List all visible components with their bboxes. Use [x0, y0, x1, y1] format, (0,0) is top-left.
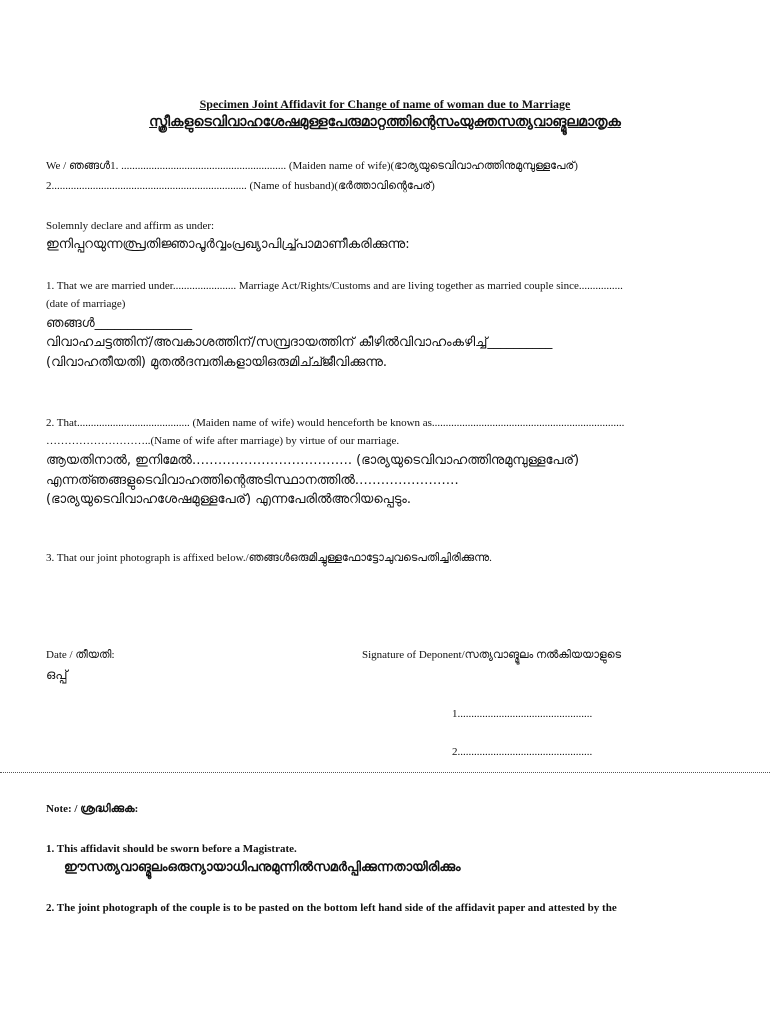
para2-line2: ………………………..(Name of wife after marriage) by virtue of our marriage.	[46, 435, 400, 447]
line-husband: 2....................................................................... (Name of husband)(ഭർത്താവിന്റെപേര്)	[46, 180, 435, 192]
solemnly-malayalam: ഇനിപ്പറയുന്നത്പ്രതിജ്ഞാപൂർവ്വംപ്രഖ്യാപിച്ച്പ്രാമാണീകരിക്കുന്നു:	[46, 237, 410, 252]
title-malayalam: സ്ത്രീകളുടെവിവാഹശേഷമുള്ളപേരുമാറ്റത്തിന്റെസംയുക്തസത്യവാങ്മൂലമാതൃക	[149, 114, 621, 130]
para1-line1: 1. That we are married under....................... Marriage Act/Rights/Customs and are living together as married couple since................	[46, 280, 623, 292]
note2-english: 2. The joint photograph of the couple is to be pasted on the bottom left hand side of the affidavit paper and attested by the	[46, 902, 617, 914]
para1-ml-line3: (വിവാഹതീയതി) മുതൽദമ്പതികളായിഒരുമിച്ച്ജീവിക്കുന്നു.	[46, 355, 388, 370]
section-divider	[0, 772, 770, 773]
solemnly-english: Solemnly declare and affirm as under:	[46, 220, 215, 232]
note1-english: 1. This affidavit should be sworn before a Magistrate.	[46, 843, 297, 855]
para1-line2: (date of marriage)	[46, 298, 126, 310]
para2-ml-line3: (ഭാര്യയുടെവിവാഹശേഷമുള്ളപേര്) എന്നപേരിൽഅറിയപ്പെടും.	[46, 492, 411, 507]
para2-ml-line1: ആയതിനാൽ, ഇനിമേൽ………………………………. (ഭാര്യയുടെവിവാഹത്തിനുമുമ്പുള്ളപേര്)	[46, 453, 580, 468]
signature-line-2: 2.................................................	[452, 746, 593, 758]
para3: 3. That our joint photograph is affixed below./ഞങ്ങൾഒരുമിച്ചുള്ളഫോട്ടോചുവടെപതിച്ചിരിക്കുന്നു.	[46, 552, 492, 564]
para2-ml-line2: എന്നത്ഞങ്ങളുടെവിവാഹത്തിന്റെഅടിസ്ഥാനത്തിൽ……………………	[46, 473, 459, 488]
title-english: Specimen Joint Affidavit for Change of name of woman due to Marriage	[199, 97, 571, 111]
signature-line-1: 1.................................................	[452, 708, 593, 720]
para2-line1: 2. That......................................... (Maiden name of wife) would henceforth be known as......................................................................	[46, 417, 625, 429]
date-label: Date / തീയതി:	[46, 649, 115, 661]
para1-ml-line2: വിവാഹചട്ടത്തിന്/അവകാശത്തിന്/സമ്പ്രദായത്തിന് കീഴിൽവിവാഹംകഴിച്ച്__________	[46, 335, 553, 350]
line-we: We / ഞങ്ങൾ1. ............................................................ (Maiden name of wife)(ഭാര്യയുടെവിവാഹത്തിനുമുമ്പുള്ളപേര്)	[46, 160, 578, 172]
note-title: Note: / ശ്രദ്ധിക്കുക:	[46, 803, 139, 815]
para1-ml-line1: ഞങ്ങൾ_______________	[46, 316, 193, 331]
note1-malayalam: ഈസത്യവാങ്മൂലംഒരുന്യായാധിപനുമുന്നിൽസമർപ്പിക്കുന്നതായിരിക്കും	[64, 860, 461, 875]
signature-label-continued: ഒപ്പ്	[46, 668, 68, 683]
signature-label: Signature of Deponent/സത്യവാങ്മൂലം നൽകിയയാളുടെ	[362, 649, 622, 661]
